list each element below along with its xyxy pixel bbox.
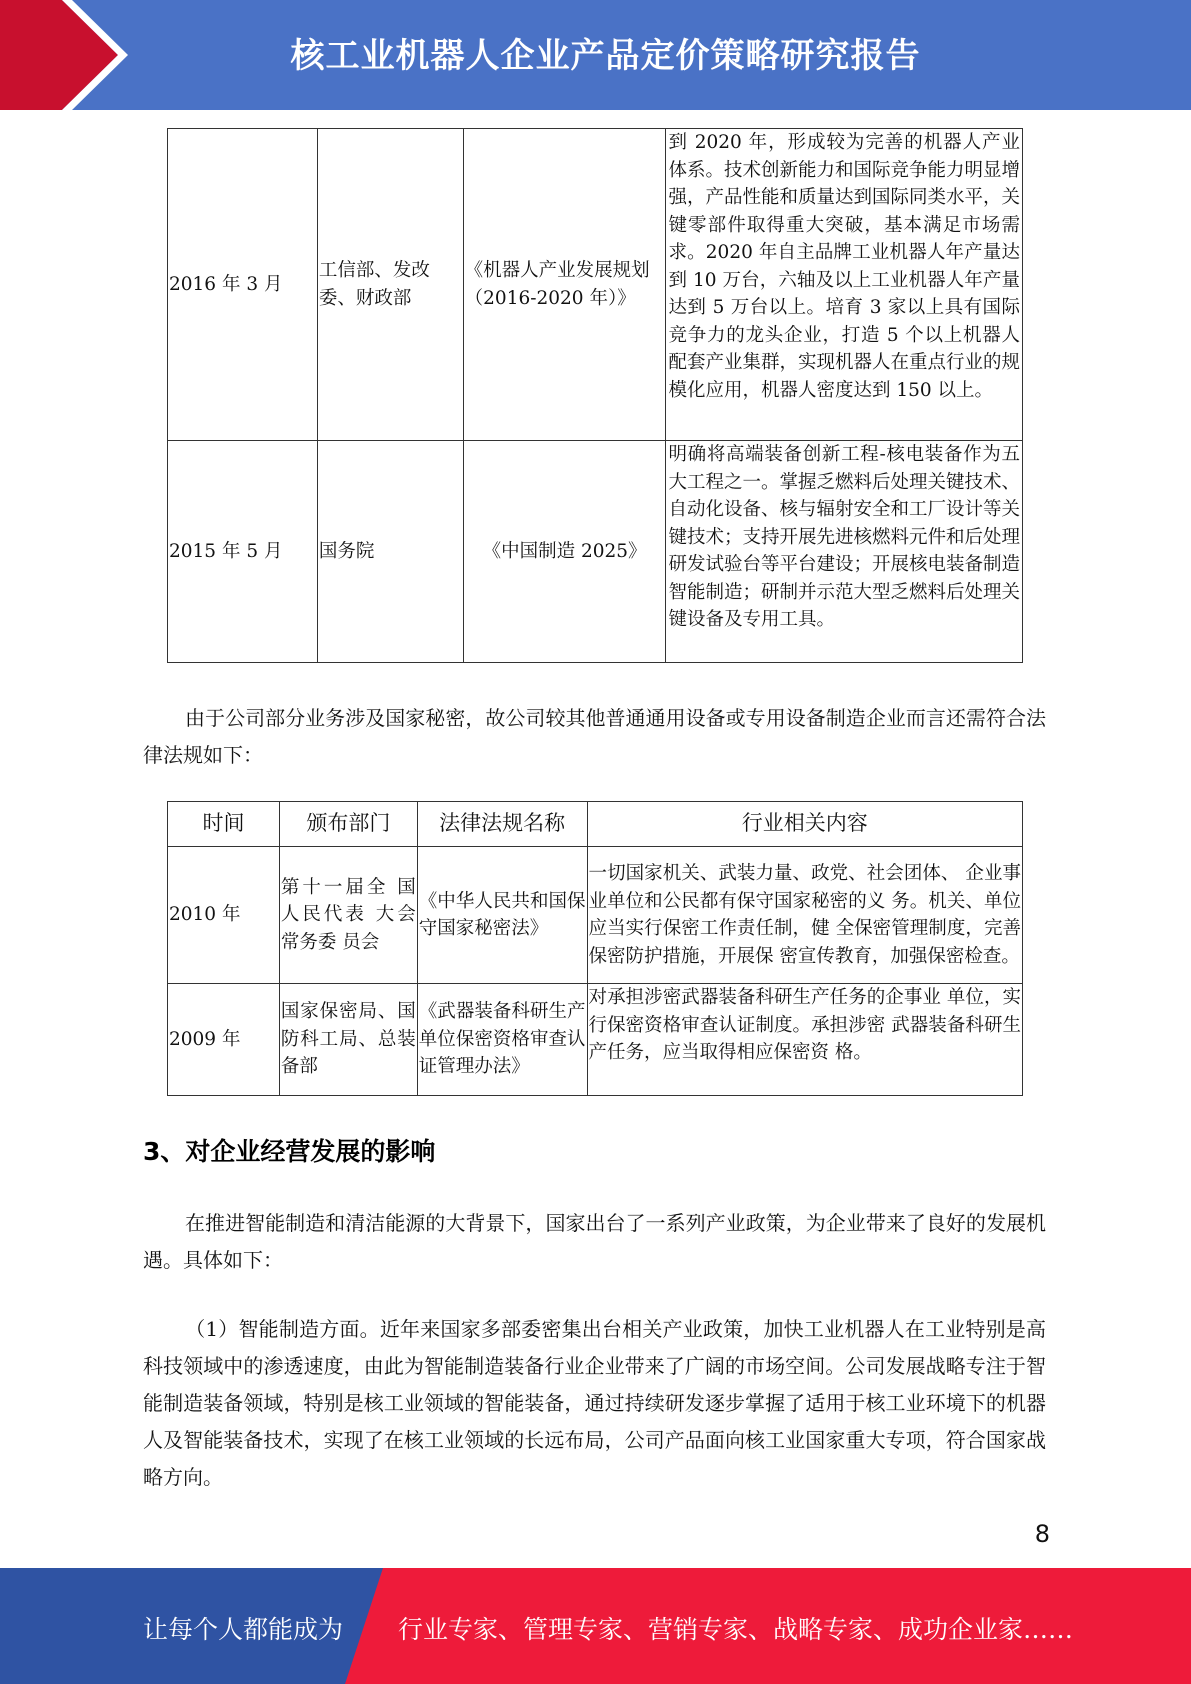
footer-slogan-right: 行业专家、管理专家、营销专家、战略专家、成功企业家……	[398, 1615, 1074, 1644]
policy-document: 《机器人产业发展规划（2016-2020 年）》	[463, 129, 666, 441]
column-header-time: 时间	[168, 802, 280, 847]
intro-paragraph-text: 由于公司部分业务涉及国家秘密，故公司较其他普通通用设备或专用设备制造企业而言还需符合法律法规如下：	[143, 706, 1046, 767]
page-number: 8	[1034, 1520, 1050, 1548]
law-department: 第十一届全 国人民代表 大会常务委 员会	[279, 847, 417, 984]
table-row	[168, 441, 1023, 663]
law-table	[167, 801, 1023, 1096]
policy-table	[167, 128, 1023, 663]
policy-document: 《中国制造 2025》	[463, 441, 666, 663]
intelligent-manufacturing-paragraph	[143, 1311, 1046, 1496]
law-content: 对承担涉密武器装备科研生产任务的企事业 单位，实行保密资格审查认证制度。承担涉密 武器装备科研生产任务，应当取得相应保密资 格。	[587, 984, 1022, 1096]
law-department: 国家保密局、国防科工局、总装备部	[279, 984, 417, 1096]
law-date: 2010 年	[168, 847, 280, 984]
law-name: 《中华人民共和国保守国家秘密法》	[417, 847, 587, 984]
report-title: 核工业机器人企业产品定价策略研究报告	[290, 36, 921, 76]
law-date: 2009 年	[168, 984, 280, 1096]
intro-paragraph	[143, 700, 1046, 774]
policy-date: 2015 年 5 月	[168, 441, 318, 663]
page-header	[0, 0, 1191, 110]
table-row	[168, 984, 1023, 1096]
background-paragraph	[143, 1205, 1046, 1279]
column-header-content: 行业相关内容	[587, 802, 1022, 847]
policy-department: 国务院	[317, 441, 463, 663]
policy-department: 工信部、发改委、财政部	[317, 129, 463, 441]
policy-date: 2016 年 3 月	[168, 129, 318, 441]
policy-content: 明确将高端装备创新工程-核电装备作为五大工程之一。掌握乏燃料后处理关键技术、自动化设备、核与辐射安全和工厂设计等关键技术；支持开展先进核燃料元件和后处理研发试验台等平台建设；开展核电装备制造智能制造；研制并示范大型乏燃料后处理关键设备及专用工具。	[666, 441, 1023, 663]
table-row	[168, 847, 1023, 984]
page-footer	[0, 1568, 1191, 1684]
table-header-row	[168, 802, 1023, 847]
table-row	[168, 129, 1023, 441]
column-header-department: 颁布部门	[279, 802, 417, 847]
intelligent-manufacturing-text: （1）智能制造方面。近年来国家多部委密集出台相关产业政策，加快工业机器人在工业特别是高科技领域中的渗透速度，由此为智能制造装备行业企业带来了广阔的市场空间。公司发展战略专注于智能制造装备领域，特别是核工业领域的智能装备，通过持续研发逐步掌握了适用于核工业环境下的机器人及智能装备技术，实现了在核工业领域的长远布局，公司产品面向核工业国家重大专项，符合国家战略方向。	[143, 1317, 1046, 1489]
policy-content: 到 2020 年，形成较为完善的机器人产业体系。技术创新能力和国际竞争能力明显增强，产品性能和质量达到国际同类水平，关键零部件取得重大突破，基本满足市场需求。2020 年自主品牌工业机器人年产量达到 10 万台，六轴及以上工业机器人年产量达到 5 万台以上。培育 3 家以上具有国际竞争力的龙头企业，打造 5 个以上机器人配套产业集群，实现机器人在重点行业的规模化应用，机器人密度达到 150 以上。	[666, 129, 1023, 441]
column-header-law-name: 法律法规名称	[417, 802, 587, 847]
background-paragraph-text: 在推进智能制造和清洁能源的大背景下，国家出台了一系列产业政策，为企业带来了良好的发展机遇。具体如下：	[143, 1211, 1046, 1272]
footer-slogan-left: 让每个人都能成为	[143, 1615, 344, 1644]
law-name: 《武器装备科研生产单位保密资格审查认证管理办法》	[417, 984, 587, 1096]
section-heading: 3、对企业经营发展的影响	[143, 1137, 436, 1166]
law-content: 一切国家机关、武装力量、政党、社会团体、 企业事业单位和公民都有保守国家秘密的义 务。机关、单位应当实行保密工作责任制，健 全保密管理制度，完善保密防护措施，开展保 密宣传教育，加强保密检查。	[587, 847, 1022, 984]
